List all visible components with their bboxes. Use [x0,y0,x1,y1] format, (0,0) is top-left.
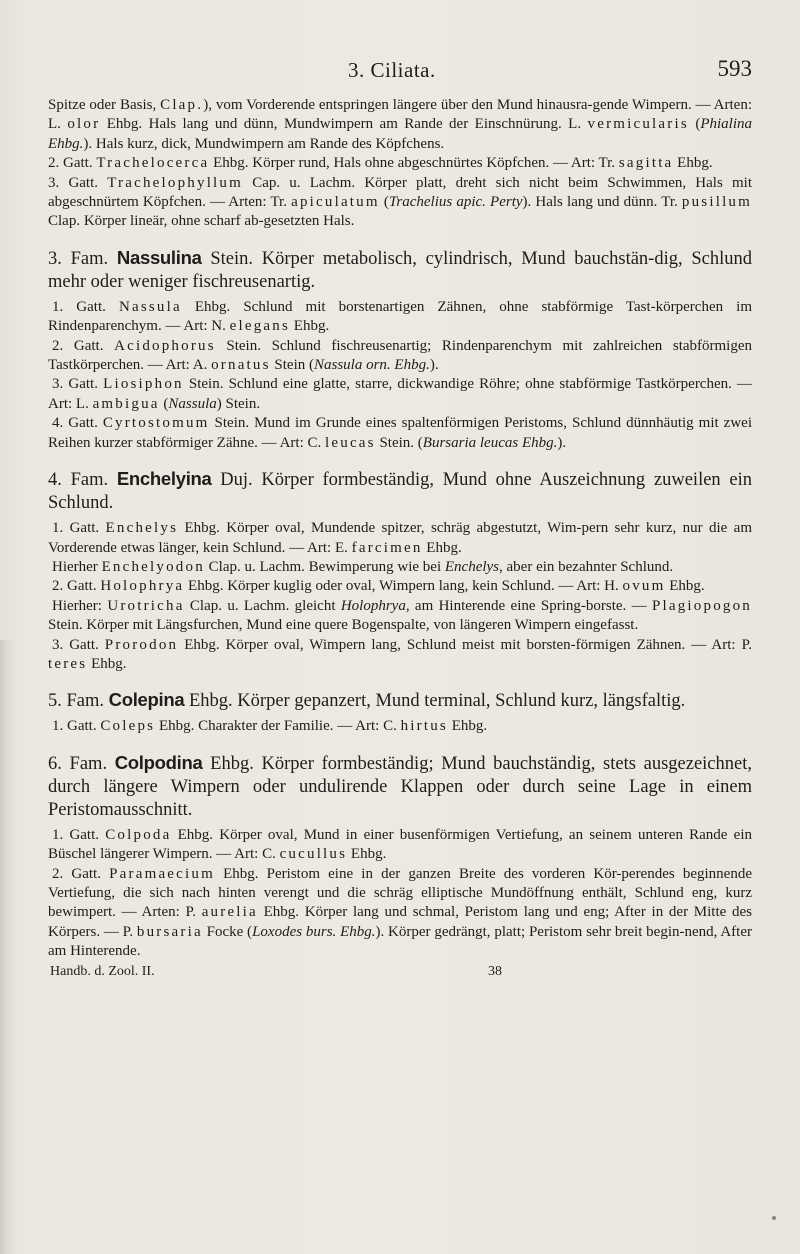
taxon-name: leucas [325,434,376,451]
text-run: Ehbg. Charakter der Familie. — Art: C. [155,718,401,735]
genus-entry [48,298,752,337]
taxon-name: Trachelophyllum [107,174,243,191]
family-name: Enchelyina [116,468,212,490]
text-run: ). Hals kurz, dick, Mundwimpern am Rande des Köpfchens. [83,135,445,152]
text-run: Hierher: [52,597,108,614]
taxon-name: elegans [229,318,291,335]
family-name: Colepina [108,689,185,711]
taxon-name: Urotricha [107,597,185,614]
text-run: Spitze oder Basis, [48,97,161,113]
text-run: Ehbg. [87,655,127,672]
text-run: , am Hinterende eine Spring-borste. — [405,597,652,614]
text-run: ) Stein. [216,395,261,412]
text-run: 1. Gatt. [52,826,106,843]
text-run: ( [379,194,389,211]
family-heading [48,246,752,294]
taxon-name: Holophrya [100,578,185,595]
taxon-name: aurelia [201,904,258,921]
taxon-name: Plagiopogon [651,597,752,614]
genus-list [48,717,752,736]
genus-entry [48,597,752,636]
genus-list [48,519,752,674]
synonym-reference: Trachelius apic. Perty [388,194,523,211]
text-run: Ehbg. [673,155,713,172]
text-run: 3. Gatt. [48,174,108,191]
genus-entry [48,826,752,865]
text-run: Stein. Körper mit Längsfurchen, Mund eine quere Bogenspalte, von längeren Wimpern eingefasst. [48,617,639,634]
text-run: Clap. u. Lachm. gleicht [184,597,341,614]
page-footer [48,964,752,986]
text-run: 1. Gatt. [52,520,106,537]
taxon-name: Acidophorus [114,337,216,354]
genus-list [48,826,752,962]
sheet-number: 38 [488,963,502,979]
genus-entry [48,636,752,675]
taxon-name: Liosiphon [103,376,184,393]
genus-entry [48,519,752,558]
synonym-reference: Loxodes burs. Ehbg. [252,923,376,940]
text-run: 2. Gatt. [52,865,110,882]
text-run: 2. Gatt. [48,155,97,172]
text-run: ). [429,357,439,374]
family-description: Ehbg. Körper formbeständig; Mund bauchständig, stets ausgezeichnet, durch längere Wimpern oder undulirende Klappen oder durch seine Lage in einem Peristomausschnitt. [48,753,752,820]
taxon-name: Enchelys [105,520,179,537]
family-description: Ehbg. Körper gepanzert, Mund terminal, Schlund kurz, längsfaltig. [184,691,686,712]
genus-entry [48,375,752,414]
running-title: 3. Ciliata. [348,58,436,82]
synonym-reference: Enchelys [444,558,500,575]
taxon-name: sagitta [618,155,674,172]
text-run: Ehbg. Hals lang und dünn, Mundwimpern am Rande der Einschnürung. L. [100,116,588,133]
taxon-name: cucullus [279,846,348,863]
text-run: Ehbg. Schlund mit borstenartigen Zähnen, ohne stabförmige Tast-körperchen im Rindenparenchym. — Art: N. [48,298,753,335]
text-run: Ehbg. [290,318,330,335]
text-run: 1. Gatt. [52,298,119,315]
family-heading [48,467,752,515]
text-run: ). Hals lang und dünn. Tr. [522,194,682,211]
taxon-name: Coleps [100,718,156,735]
genus-entry [48,717,752,736]
paper-speck [772,1216,776,1220]
taxon-name: teres [48,655,88,672]
taxon-name: bursaria [136,923,203,940]
synonym-reference: Nassula orn. Ehbg. [314,357,430,374]
family-number: 4. Fam. [48,470,117,491]
family-name: Colpodina [114,751,203,773]
text-run: Stein ( [270,357,314,374]
family-description: Duj. Körper formbeständig, Mund ohne Auszeichnung zuweilen ein Schlund. [48,470,752,514]
family-heading [48,688,752,713]
family-name: Nassulina [116,246,202,268]
taxon-name: Nassula [118,298,182,315]
taxon-name: apiculatum [291,194,380,211]
text-run: Ehbg. [347,846,387,863]
text-run: Ehbg. Peristom eine in der ganzen Breite des vorderen Kör-perendes beginnende Vertiefung, die sich nach hinten verengt und die schräg elliptische Mundöffnung enthält, Schlund eng, kurz bewimpert. — Arten: P. [48,865,752,921]
text-run: Ehbg. [447,718,488,735]
text-run: 3. Gatt. [52,376,104,393]
taxon-name: Clap. [160,97,204,113]
synonym-reference: Nassula [168,395,217,412]
genus-entry [48,414,752,453]
family-description: Stein. Körper metabolisch, cylindrisch, Mund bauchstän-dig, Schlund mehr oder weniger fischreusenartig. [48,248,753,292]
genus-entry [48,558,752,577]
taxon-name: ornatus [211,357,271,374]
genus-entry [48,577,752,596]
text-run: Ehbg. [665,578,705,595]
text-run: ). [557,434,567,451]
text-run: 1. Gatt. [52,718,101,735]
text-run: Ehbg. Körper oval, Wimpern lang, Schlund meist mit borsten-förmigen Zähnen. — Art: P. [178,636,752,653]
family-heading [48,751,752,822]
page-header [48,50,752,90]
text-run: Clap. Körper lineär, ohne scharf ab-gesetzten Hals. [48,213,355,230]
text-run: Stein. Schlund eine glatte, starre, dickwandige Röhre; ohne stabförmige Tastkörperchen. — Art: L. [48,376,753,412]
taxon-name: Colpoda [105,826,172,843]
text-run: Clap. u. Lachm. Bewimperung wie bei [204,558,445,575]
taxon-name: Enchelyodon [101,558,205,575]
taxon-name: Prorodon [104,636,179,653]
taxon-name: pusillum [681,194,752,211]
family-number: 6. Fam. [48,753,115,774]
footer-signature: Handb. d. Zool. II. [50,963,155,979]
taxon-name: ambigua [92,395,160,412]
paragraph [48,154,752,173]
text-run: Ehbg. Körper lang und schmal, Peristom lang und eng; After in der Mitte des Körpers. — P. [48,904,752,940]
genus-list [48,298,752,453]
text-run: ). Körper gedrängt, platt; Peristom sehr breit begin-nend, After am Hinterende. [48,923,753,960]
synonym-reference: Bursaria leucas Ehbg. [422,434,558,451]
text-run: ( [159,395,169,412]
taxon-name: Trachelocerca [96,155,210,172]
genus-entry [48,337,752,376]
text-run: Ehbg. Körper kuglig oder oval, Wimpern lang, kein Schlund. — Art: H. [184,578,623,595]
family-number: 3. Fam. [48,248,117,269]
page-number: 593 [717,56,752,81]
text-run: 2. Gatt. [52,337,115,354]
taxon-name: vermicularis [587,116,689,133]
text-run: Ehbg. Körper rund, Hals ohne abgeschnürtes Köpfchen. — Art: Tr. [209,155,619,172]
text-run: 3. Gatt. [52,636,105,653]
text-run: , aber ein bezahnter Schlund. [499,558,674,575]
text-run: Hierher [52,558,102,575]
text-run: 2. Gatt. [52,578,101,595]
family-number: 5. Fam. [48,691,109,712]
text-run: Cap. u. Lachm. Körper platt, dreht sich nicht beim Schwimmen, Hals mit abgeschnürtem Köpfchen. — Arten: Tr. [48,174,752,211]
genus-entry [48,865,752,962]
text-run: 4. Gatt. [52,415,103,432]
taxon-name: olor [67,116,101,133]
paragraph [48,174,752,232]
taxon-name: Cyrtostomum [102,415,210,432]
text-run: Ehbg. [422,539,462,556]
taxon-name: farcimen [351,539,423,556]
text-run: Ehbg. Körper oval, Mund in einer busenförmigen Vertiefung, an seinem unteren Rande ein Büschel längerer Wimpern. — Art: C. [48,826,752,863]
text-run: Ehbg. Körper oval, Mundende spitzer, schräg abgestutzt, Wim-pern sehr kurz, nur die am Vorderende etwas länger, kein Schlund. — Art: E. [48,520,753,556]
taxon-name: Paramaecium [109,865,215,882]
page-edge-shadow [0,640,14,1254]
synonym-reference: Phialina Ehbg. [48,116,752,152]
paragraph [48,96,752,154]
taxon-name: hirtus [400,718,448,735]
text-run: Stein. Schlund fischreusenartig; Rindenparenchym mit zahlreichen stabförmigen Tastkörperchen. — Art: A. [48,337,753,374]
text-run: Stein. Mund im Grunde eines spaltenförmigen Peristoms, Schlund dünnhäutig mit zwei Reihen kurzer stabförmiger Zähne. — Art: C. [48,415,752,451]
text-run: Stein. ( [375,434,423,451]
synonym-reference: Holophrya [340,597,406,614]
text-run: Focke ( [202,923,253,940]
text-run: ( [688,116,701,133]
text-run: ), vom Vorderende entspringen längere über den Mund hinausra-gende Wimpern. — Arten: L. [48,97,752,133]
taxon-name: ovum [622,578,666,595]
